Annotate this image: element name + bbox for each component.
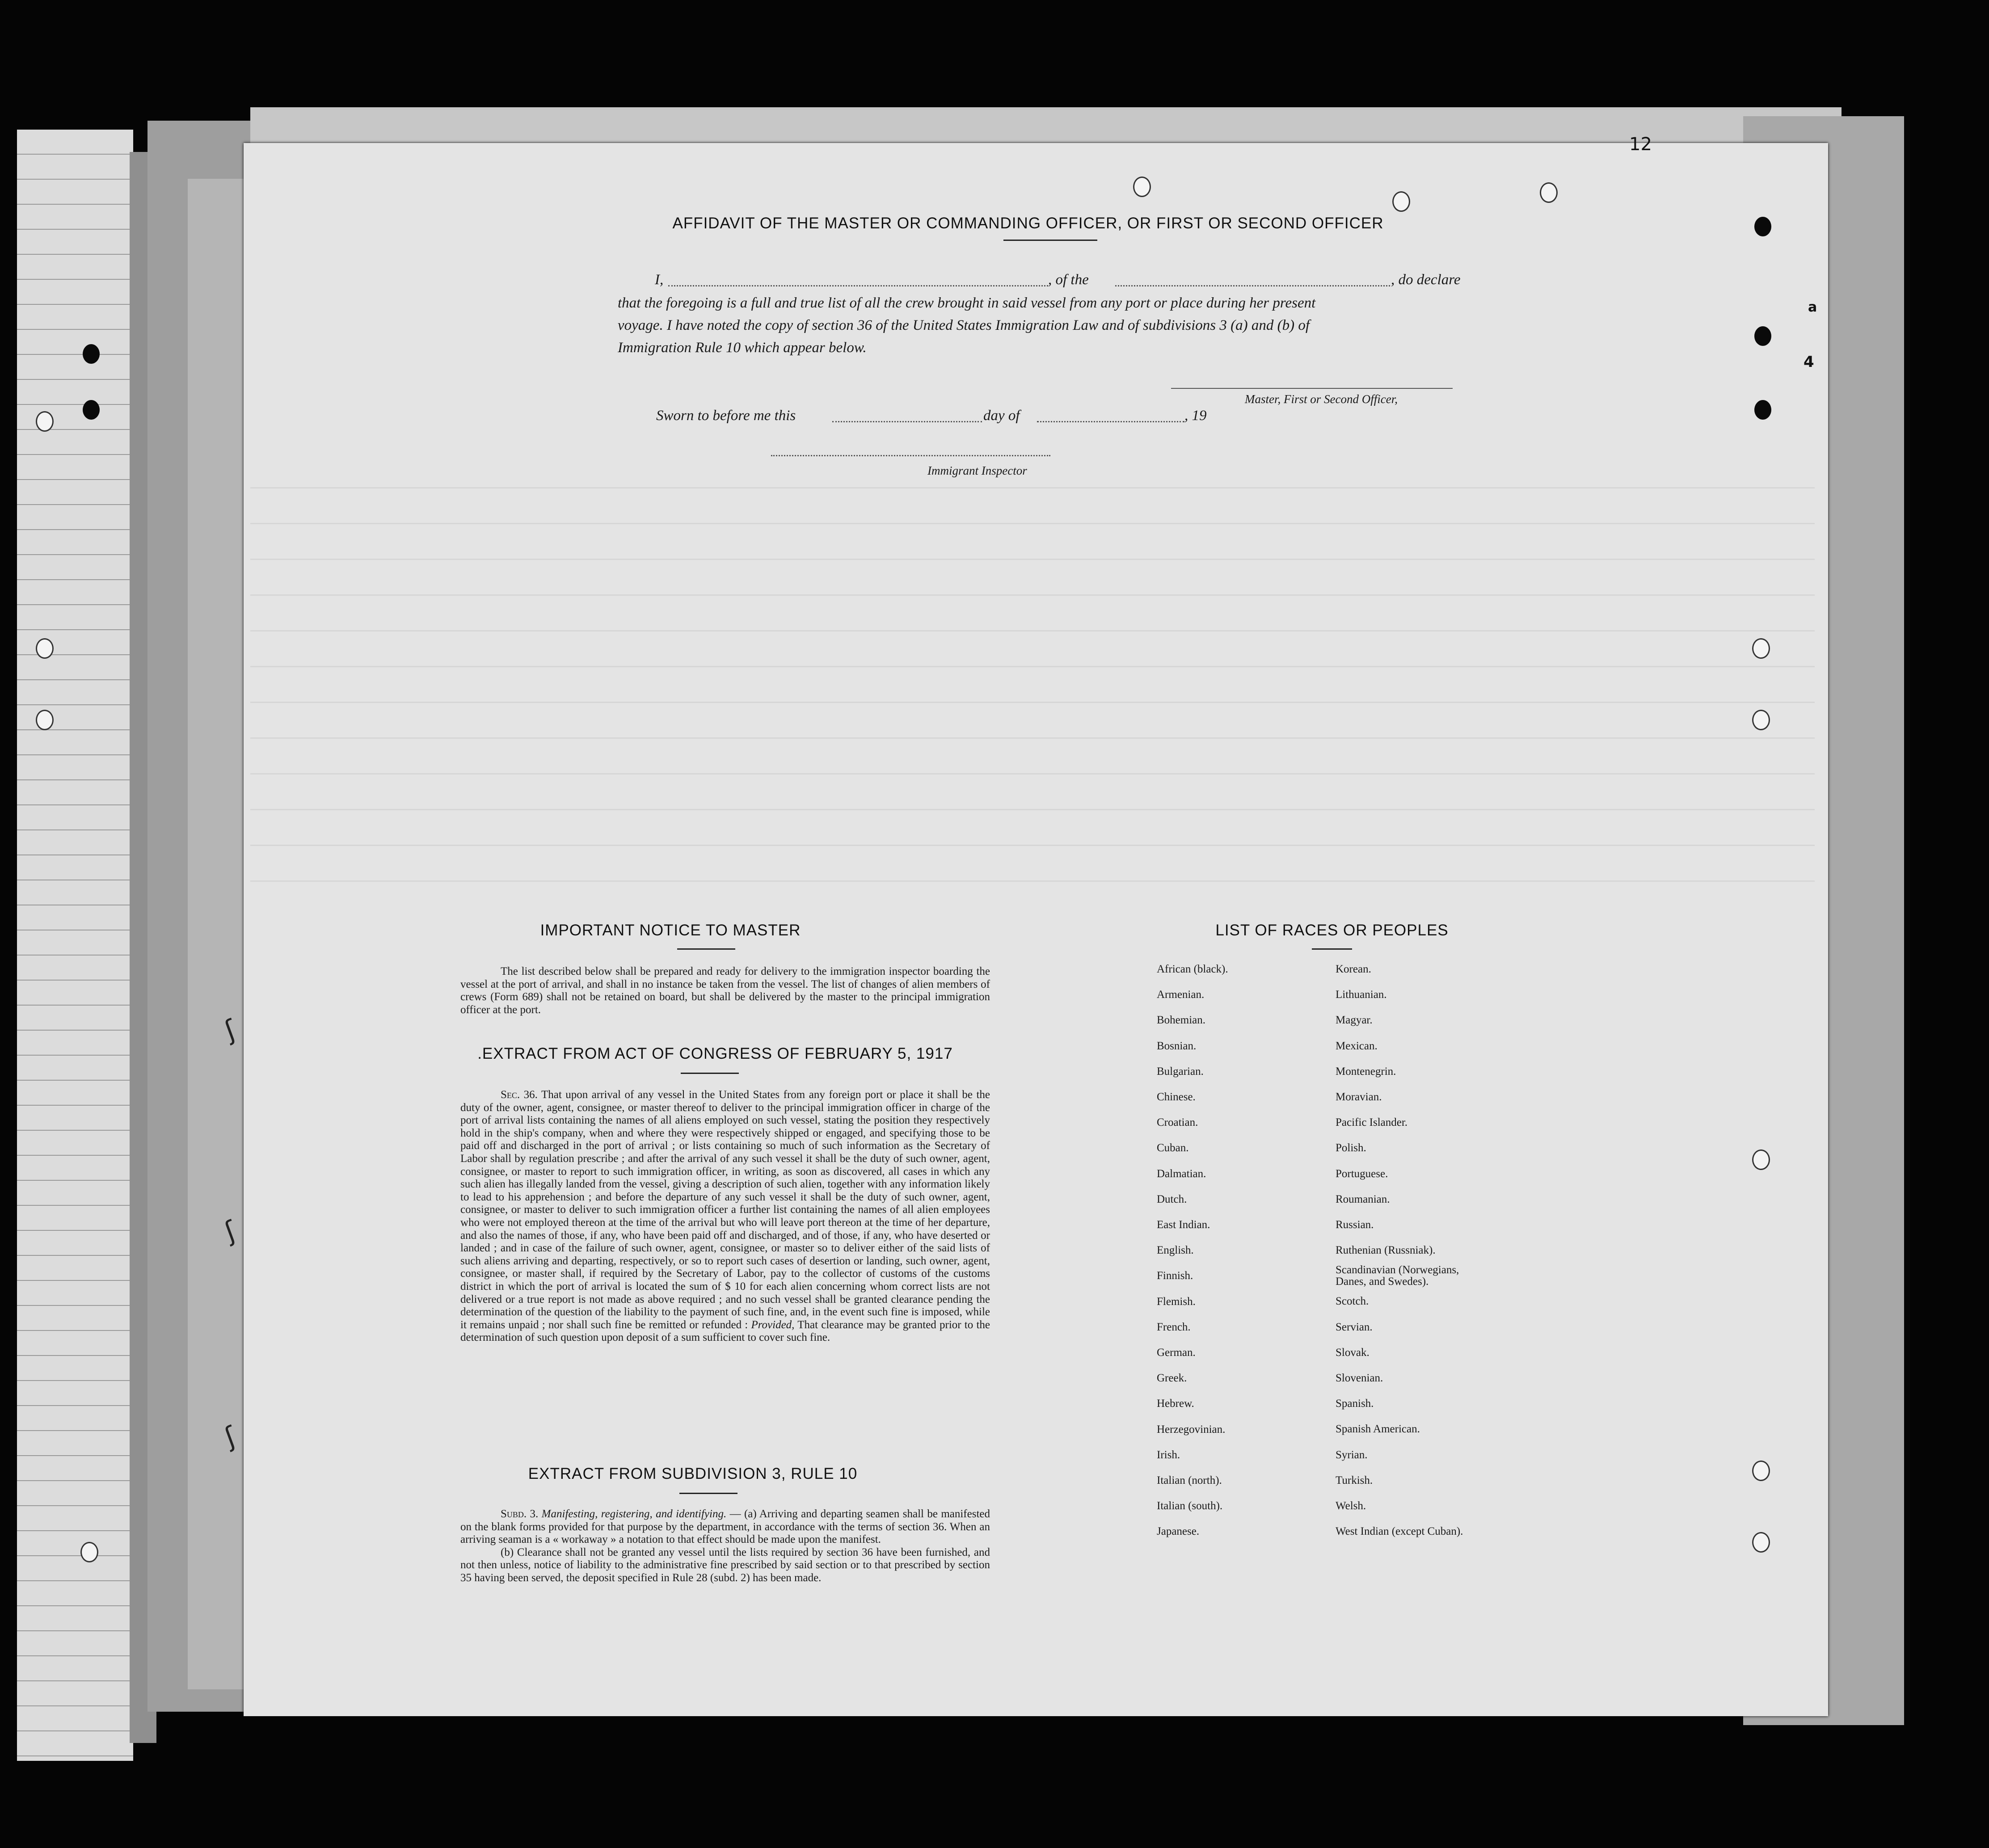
- notice-text: The list described below shall be prepared and ready for delivery to the immigration inspector boarding the vessel at the port of arrival, and shall in no instance be taken from the vessel. The list of changes of alien members of crews (Form 689) shall not be retained on board, but shall be delivered by the master to the principal immigration officer at the port.: [460, 965, 990, 1016]
- race-item: Croatian.: [1157, 1116, 1198, 1129]
- race-item: Scotch.: [1336, 1295, 1369, 1308]
- background-ruled-paper: [17, 130, 133, 1761]
- punch-hole: [1754, 400, 1771, 420]
- punch-hole: [36, 411, 54, 432]
- rule-subd-heading: Manifesting, registering, and identifying.: [541, 1508, 727, 1520]
- race-item: Korean.: [1336, 963, 1371, 975]
- race-item: Greek.: [1157, 1372, 1187, 1385]
- race-item: Slovenian.: [1336, 1372, 1383, 1384]
- affidavit-declare-label: , do declare: [1391, 272, 1461, 288]
- affidavit-of-the-label: , of the: [1048, 272, 1089, 288]
- affidavit-line-1: that the foregoing is a full and true list of all the crew brought in said vessel from any port or place during her present: [618, 295, 1316, 311]
- race-item: Italian (south).: [1157, 1500, 1223, 1512]
- edge-mark: 4: [1804, 353, 1814, 371]
- race-item: Turkish.: [1336, 1474, 1373, 1486]
- race-item: Welsh.: [1336, 1500, 1366, 1512]
- race-item: Herzegovinian.: [1157, 1423, 1226, 1435]
- race-item: Bohemian.: [1157, 1014, 1206, 1027]
- race-item: Dutch.: [1157, 1193, 1187, 1205]
- race-item: East Indian.: [1157, 1219, 1210, 1231]
- punch-hole: [1752, 1532, 1770, 1553]
- bleed-through-line: [250, 594, 1815, 596]
- bleed-through-line: [250, 559, 1815, 560]
- race-item: Polish.: [1336, 1142, 1366, 1154]
- punch-hole: [1540, 182, 1558, 203]
- race-item: Dalmatian.: [1157, 1167, 1206, 1180]
- act-rule: [681, 1073, 739, 1074]
- act-title: .EXTRACT FROM ACT OF CONGRESS OF FEBRUARY 5, 1917: [477, 1045, 953, 1062]
- punch-hole: [83, 400, 100, 420]
- race-item: Mexican.: [1336, 1040, 1378, 1052]
- edge-mark: a: [1808, 299, 1817, 315]
- rule-title: EXTRACT FROM SUBDIVISION 3, RULE 10: [528, 1465, 858, 1482]
- officer-signature-line: [1171, 388, 1453, 389]
- notice-rule: [677, 948, 735, 950]
- race-item: Irish.: [1157, 1448, 1180, 1461]
- races-title: LIST OF RACES OR PEOPLES: [1215, 922, 1449, 939]
- punch-hole: [1752, 638, 1770, 659]
- bleed-through-line: [250, 845, 1815, 846]
- races-rule: [1312, 948, 1352, 950]
- punch-hole: [1392, 191, 1410, 212]
- bleed-through-line: [250, 809, 1815, 810]
- race-item: Italian (north).: [1157, 1474, 1222, 1486]
- race-item: Flemish.: [1157, 1295, 1196, 1308]
- punch-hole: [1133, 177, 1151, 197]
- race-item: Bulgarian.: [1157, 1065, 1204, 1078]
- rule-text: [460, 1508, 990, 1585]
- document-page: [244, 143, 1828, 1716]
- race-item: Scandinavian (Norwegians, Danes, and Swedes).: [1336, 1264, 1459, 1288]
- race-item: Ruthenian (Russniak).: [1336, 1244, 1436, 1257]
- act-section-label: Sec. 36.: [501, 1089, 538, 1101]
- inspector-signature-line: [771, 455, 1050, 456]
- act-body-end: That clearance may be granted prior to the determination of such question upon deposit of a sum sufficient to cover such fine.: [460, 1318, 990, 1344]
- day-of-label: day of: [983, 408, 1020, 424]
- race-item: Moravian.: [1336, 1091, 1382, 1103]
- punch-hole: [80, 1542, 98, 1562]
- bleed-through-line: [250, 666, 1815, 667]
- race-item: Spanish.: [1336, 1398, 1374, 1410]
- race-item: Lithuanian.: [1336, 989, 1387, 1001]
- rule-text-a: — (a) Arriving and departing seamen shall be manifested on the blank forms provided for that purpose by the department, in accordance with the terms of section 36. When an arriving seaman is a « workaway » a notation to that effect should be made upon the manifest.: [460, 1508, 990, 1546]
- rule-text-b: (b) Clearance shall not be granted any vessel until the lists required by section 36 have been furnished, and not then unless, notice of liability to the administrative fine prescribed by said section or to that prescribed by section 35 having been served, the deposit specified in Rule 28 (subd. 2) has been made.: [460, 1546, 990, 1584]
- rule-subd-label: Subd. 3.: [501, 1508, 539, 1520]
- punch-hole: [1752, 710, 1770, 730]
- year-label: , 19: [1184, 408, 1207, 424]
- race-item: African (black).: [1157, 963, 1228, 975]
- bleed-through-line: [250, 487, 1815, 488]
- bleed-through-line: [250, 702, 1815, 703]
- affidavit-i-label: I,: [655, 272, 664, 288]
- race-item: Bosnian.: [1157, 1040, 1197, 1052]
- race-item: Magyar.: [1336, 1014, 1373, 1027]
- punch-hole: [1752, 1461, 1770, 1481]
- officer-caption: Master, First or Second Officer,: [1245, 392, 1398, 406]
- rule-underline: [679, 1493, 737, 1494]
- act-text: [460, 1089, 990, 1344]
- race-item: Japanese.: [1157, 1525, 1200, 1538]
- punch-hole: [1754, 326, 1771, 346]
- sworn-label: Sworn to before me this: [656, 408, 796, 424]
- race-item: Slovak.: [1336, 1346, 1370, 1359]
- name-blank-line: [668, 285, 1048, 286]
- race-item: Armenian.: [1157, 989, 1205, 1001]
- race-item: Syrian.: [1336, 1448, 1368, 1461]
- punch-hole: [1754, 217, 1771, 236]
- race-item: Roumanian.: [1336, 1193, 1390, 1205]
- affidavit-title: AFFIDAVIT OF THE MASTER OR COMMANDING OFFICER, OR FIRST OR SECOND OFFICER: [672, 215, 1384, 232]
- handwritten-mark: ʃ: [220, 1215, 240, 1248]
- race-item: Hebrew.: [1157, 1398, 1194, 1410]
- race-item: Spanish American.: [1336, 1423, 1420, 1435]
- bleed-through-line: [250, 630, 1815, 631]
- race-item: Montenegrin.: [1336, 1065, 1396, 1078]
- race-item: Pacific Islander.: [1336, 1116, 1408, 1129]
- bleed-through-line: [250, 773, 1815, 775]
- race-item: Chinese.: [1157, 1091, 1196, 1103]
- race-item: German.: [1157, 1347, 1196, 1359]
- vessel-blank-line: [1115, 285, 1390, 286]
- sworn-day-blank: [832, 421, 982, 422]
- race-item: Finnish.: [1157, 1270, 1193, 1282]
- affidavit-line-3: Immigration Rule 10 which appear below.: [618, 340, 867, 356]
- affidavit-line-2: voyage. I have noted the copy of section 36 of the United States Immigration Law and of subdivisions 3 (a) and (b) of: [618, 317, 1310, 333]
- handwritten-mark: ʃ: [220, 1014, 240, 1047]
- act-body: That upon arrival of any vessel in the United States from any foreign port or place it shall be the duty of the owner, agent, consignee, or master thereof to deliver to the principal immigration officer in charge of the port of arrival lists containing the names of all aliens employed on such vessel, stating the position they respectively hold in the ship's company, when and where they were respectively shipped or engaged, and specifying those to be paid off and discharged in the port of arrival ; or lists containing so much of such information as the Secretary of Labor shall by regulation prescribe ; and after the arrival of any such vessel it shall be the duty of such owner, agent, consignee, or master to report to such immigration officer, in writing, as soon as discovered, all cases in which any such alien has illegally landed from the vessel, giving a description of such alien, together with any information likely to lead to his apprehension ; and before the departure of any such vessel it shall be the duty of such owner, agent, consignee, or master to deliver to such immigration officer a further list containing the names of all alien employees who were not employed thereon at the time of the arrival but who will leave port thereon at the time of her departure, and also the names of those, if any, who have been paid off and discharged, and of those, if any, who have deserted or landed ; and in case of the failure of such owner, agent, consignee, or master so to deliver either of the said lists of such aliens arriving and departing, respectively, or so to report such cases of desertion or landing, such owner, agent, consignee, or master shall, if required by the Secretary of Labor, pay to the collector of customs of the customs district in which the port of arrival is located the sum of $ 10 for each alien concerning whom correct lists are not delivered or a true report is not made as above required ; and no such vessel shall be granted clearance pending the determination of the question of the liability to the payment of such fine, and, in the event such fine is imposed, while it remains unpaid ; nor shall such fine be remitted or refunded :: [460, 1089, 990, 1331]
- race-item: Russian.: [1336, 1219, 1374, 1231]
- punch-hole: [83, 344, 100, 364]
- title-rule: [1003, 240, 1097, 241]
- handwritten-mark: ʃ: [220, 1420, 240, 1453]
- act-provided-label: Provided,: [751, 1318, 795, 1331]
- race-item: Portuguese.: [1336, 1167, 1388, 1180]
- punch-hole: [36, 638, 54, 659]
- bleed-through-line: [250, 737, 1815, 739]
- page-number-mark: 12: [1629, 134, 1652, 155]
- punch-hole: [36, 710, 54, 730]
- race-item: West Indian (except Cuban).: [1336, 1525, 1463, 1538]
- punch-hole: [1752, 1149, 1770, 1170]
- race-item: Cuban.: [1157, 1142, 1189, 1154]
- inspector-caption: Immigrant Inspector: [927, 464, 1027, 477]
- race-item: English.: [1157, 1244, 1194, 1257]
- sworn-month-blank: [1037, 421, 1184, 422]
- bleed-through-line: [250, 880, 1815, 882]
- bleed-through-line: [250, 523, 1815, 524]
- notice-title: IMPORTANT NOTICE TO MASTER: [540, 922, 801, 939]
- race-item: Servian.: [1336, 1321, 1373, 1333]
- race-item: French.: [1157, 1321, 1191, 1333]
